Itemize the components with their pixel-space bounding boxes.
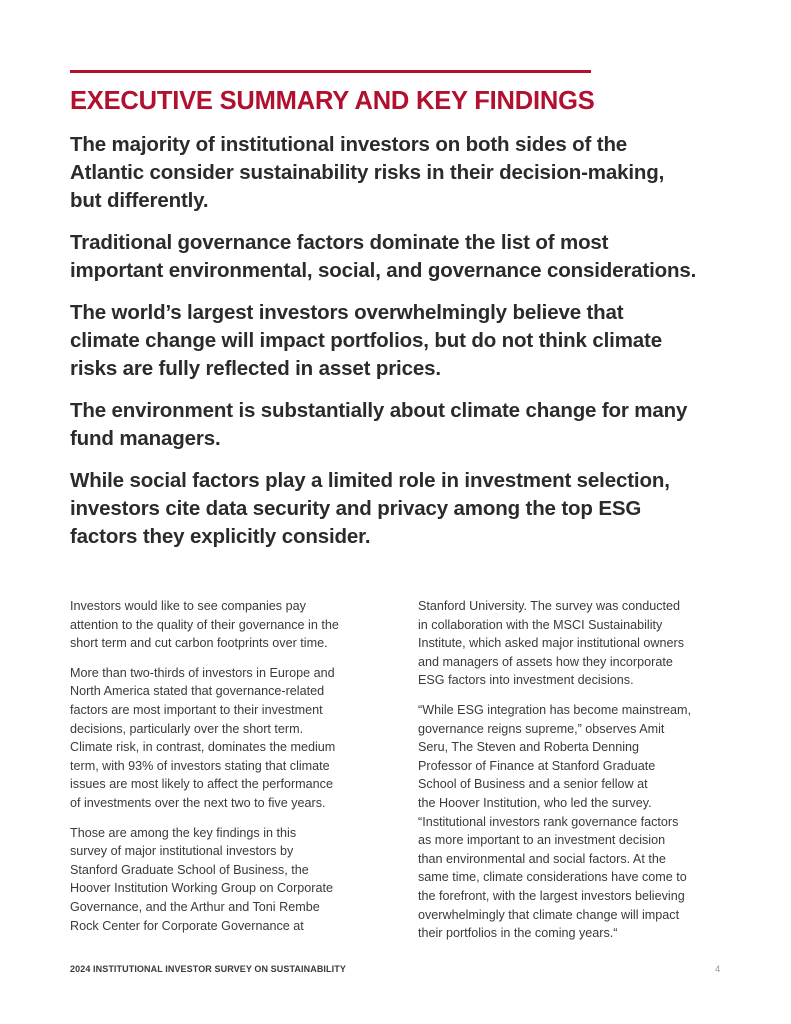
finding-line: Atlantic consider sustainability risks in their decision-making, [70,161,665,184]
body-paragraph [418,597,728,690]
finding-line: important environmental, social, and governance considerations. [70,259,697,282]
body-line: of investments over the next two to five years. [70,795,326,810]
body-line: the forefront, with the largest investors believing [418,888,685,903]
body-column-left [70,597,380,946]
body-line: in collaboration with the MSCI Sustainability [418,617,663,632]
body-line: Stanford Graduate School of Business, the [70,862,309,877]
body-line: and managers of assets how they incorporate [418,654,673,669]
finding-line: investors cite data security and privacy among the top ESG [70,497,642,520]
body-line: Governance, and the Arthur and Toni Rembe [70,899,320,914]
finding-5 [70,467,730,551]
body-line: same time, climate considerations have come to [418,870,687,885]
finding-line: but differently. [70,189,209,212]
body-line: as more important to an investment decision [418,833,666,848]
body-line: Those are among the key findings in this [70,825,297,840]
body-line: than environmental and social factors. At the [418,851,666,866]
body-line: Institute, which asked major institutional owners [418,636,684,651]
body-line: the Hoover Institution, who led the survey. [418,795,652,810]
finding-line: Traditional governance factors dominate the list of most [70,231,609,254]
body-line: “While ESG integration has become mainstream, [418,702,691,717]
body-line: North America stated that governance-related [70,684,325,699]
body-line: “Institutional investors rank governance factors [418,814,679,829]
finding-line: risks are fully reflected in asset prices. [70,357,441,380]
finding-1 [70,131,730,215]
body-line: Rock Center for Corporate Governance at [70,918,304,933]
finding-line: The environment is substantially about climate change for many [70,399,688,422]
body-line: More than two-thirds of investors in Europe and [70,665,335,680]
body-line: their portfolios in the coming years.“ [418,926,618,941]
finding-line: While social factors play a limited role in investment selection, [70,469,670,492]
body-line: term, with 93% of investors stating that climate [70,758,330,773]
finding-line: The world’s largest investors overwhelmingly believe that [70,301,624,324]
finding-4 [70,397,730,453]
body-line: Seru, The Steven and Roberta Denning [418,740,640,755]
body-line: Hoover Institution Working Group on Corporate [70,881,333,896]
body-line: School of Business and a senior fellow at [418,777,648,792]
finding-line: fund managers. [70,427,221,450]
body-line: Investors would like to see companies pay [70,599,306,613]
finding-line: climate change will impact portfolios, but do not think climate [70,329,662,352]
key-findings [70,131,730,565]
body-line: Professor of Finance at Stanford Graduate [418,758,656,773]
finding-line: factors they explicitly consider. [70,525,371,548]
body-paragraph [70,597,380,653]
body-line: factors are most important to their investment [70,702,323,717]
section-title: EXECUTIVE SUMMARY AND KEY FINDINGS [70,87,595,115]
body-line: ESG factors into investment decisions. [418,673,634,688]
finding-2 [70,229,730,285]
body-column-right [418,597,728,954]
body-line: issues are most likely to affect the performance [70,777,333,792]
body-line: decisions, particularly over the short term. [70,721,304,736]
body-paragraph [418,701,728,943]
footer-report-title: 2024 INSTITUTIONAL INVESTOR SURVEY ON SUSTAINABILITY [70,964,346,974]
body-paragraph [70,664,380,813]
body-line: overwhelmingly that climate change will impact [418,907,680,922]
finding-3 [70,299,730,383]
body-line: survey of major institutional investors by [70,844,294,859]
body-paragraph [70,824,380,936]
title-rule [70,70,591,73]
body-line: short term and cut carbon footprints over time. [70,636,328,651]
finding-line: The majority of institutional investors on both sides of the [70,133,628,156]
body-line: Stanford University. The survey was conducted [418,599,681,613]
body-line: Climate risk, in contrast, dominates the medium [70,740,336,755]
body-line: governance reigns supreme,” observes Amit [418,721,665,736]
body-line: attention to the quality of their governance in the [70,617,339,632]
page-number: 4 [715,964,721,975]
